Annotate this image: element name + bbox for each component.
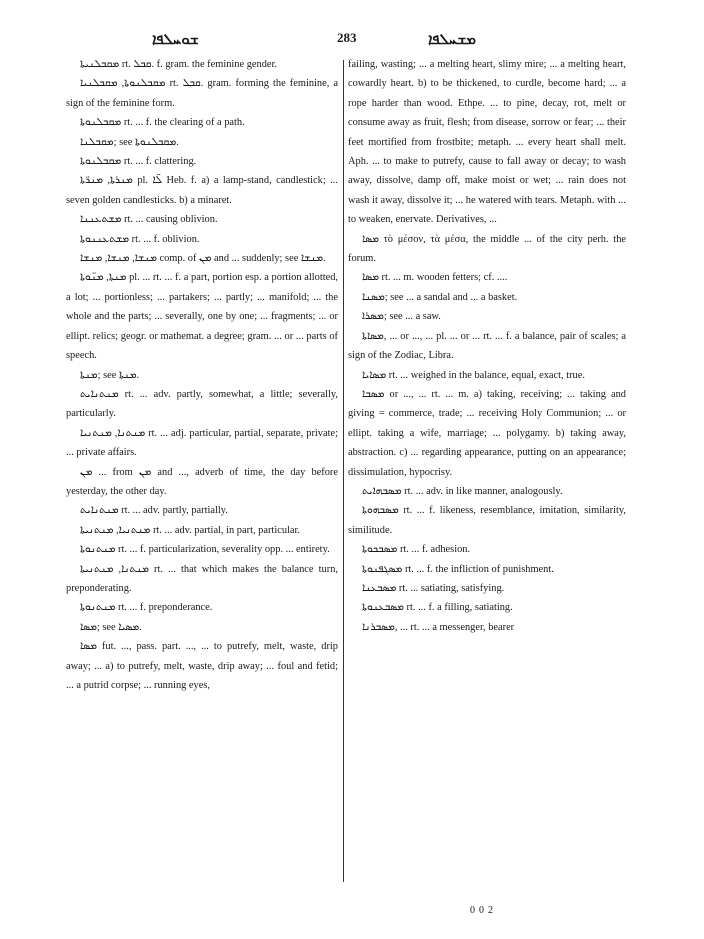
right-column [348,55,626,897]
dictionary-entry: ܡܣܢܐ; see ... a sandal and ... a basket. [362,291,518,303]
dictionary-entry: ܡܫܬܥܢܢܐ rt. ... causing oblivion. [80,214,218,226]
dictionary-entry: ܡܢܬܢܐܝܬ rt. ... adv. partly, partially. [80,505,228,517]
dictionary-entry: ܡܣܒܐ or ..., ... rt. ... m. a) taking, receiving; ... taking and giving = commerce, trade; ... receiving Holy Communion; ... or ellipt. taking a wife, marriage; ... polygamy. b) taking away, abstraction. c) ... regarding appearance, putting on an appearance; dissimulation, hypocrisy. [348,388,626,478]
dictionary-entry: ܡܢܬܢܐ, ܡܢܬܢܝܐ rt. ... adj. particular, partial, separate, private; ... private affairs. [66,427,338,459]
dictionary-entry: ܡܩܒܠܢܘܬܐ, ܡܩܒܠܢܝܐ rt. ܩܒܠ. gram. forming the feminine, a sign of the feminine form. [66,78,338,109]
dictionary-entry: ܡܣܐ τὸ μέσον, τὰ μέσα, the middle ... of the city perh. the forum. [348,233,626,265]
dictionary-entry: ܡܢܪܬܐ, ܡܢܪ̈ܬܐ pl. ܠ̈ܐ Heb. f. a) a lamp-stand, candlestick; ... seven golden candlesticks. b) a minaret. [66,175,338,206]
running-header-right: ܡܫܚܠܦܐ [428,30,477,48]
dictionary-entry: ܡܩܒܠܢܘܬܐ rt. ... f. clattering. [80,156,197,168]
dictionary-entry: ܡܢܬܢܐܝܬ rt. ... adv. partly, somewhat, a little; severally, particularly. [66,388,338,420]
dictionary-entry: ܡܣܐܬܐ, ... or ..., ... pl. ... or ... rt. ... f. a balance, pair of scales; a sign of the Zodiac, Libra. [348,330,626,362]
dictionary-entry: ܡܢܬܢܐ, ܡܢܬܢܝܬܐ rt. ... that which makes the balance turn, preponderating. [66,563,338,594]
column-divider [343,60,344,882]
dictionary-entry: ܡܣܪܐ; see ... a saw. [362,311,441,323]
dictionary-entry: ܡܩܒܠܢܝܬܐ rt. ܩܒܠ. f. gram. the feminine gender. [80,59,277,70]
dictionary-entry: ܡܢܬܐ, ܡܢ̈ܘܬܐ pl. ... rt. ... f. a part, portion esp. a portion allotted, a lot; ... portionless; ... partakers; ... partly; ... manifold; ... the whole and the parts; ... severally, one by one; ... fragments; ... or ellipt. relics; geogr. or mathemat. a degree; gram. ... or ... parts of speech. [66,272,338,362]
dictionary-entry: ܡܢܫܐ, ܡܢܫܐ, ܡܢܫܐ comp. of ܡܢ and ... suddenly; see ܡܢܫܐ. [80,253,326,265]
running-header-left: ܫܘܚܠܦܐ [152,30,199,48]
left-column [66,55,338,897]
page-number: 283 [337,30,357,45]
dictionary-entry: ܡܣܒܟܘܬܐ rt. ... f. adhesion. [362,544,471,556]
dictionary-entry: ܡܣܐ; see ܡܣܝܐ. [80,621,142,633]
dictionary-entry: ܡܫܬܥܢܢܘܬܐ rt. ... f. oblivion. [80,233,200,245]
signature-mark: 002 [470,905,497,916]
dictionary-entry: ܡܣܒܥܢܐ rt. ... satiating, satisfying. [362,582,505,594]
dictionary-entry: ܡܩܒܠܢܘܬܐ rt. ... f. the clearing of a path. [80,117,245,129]
dictionary-entry-continuation: failing, wasting; ... a melting heart, slimy mire; ... a melting heart, cowardly heart. b) to be thickened, to curdle, become hard; ... a rope harder than wood. Ethpe. ... to pine, decay, rot, melt or consume away as fruit, flesh; from disease, sorrow or fear; ... their feet mortified from frostbite; metaph. ... every heart shall melt. Aph. ... to make to putrefy, cause to fall away or decay; to wash away, dissolve, damp off, make moist or wet; ... rain does not wash it away, dissolve it; ... he watered with tears. Metaph. with ... to weaken, enervate. Derivatives, ... [348,59,626,226]
dictionary-entry: ܡܢܬܢܘܬܐ rt. ... f. particularization, severality opp. ... entirety. [80,544,330,556]
dictionary-entry: ܡܣܐܝܐ rt. ... weighed in the balance, equal, exact, true. [362,369,585,381]
dictionary-entry: ܡܢܬܐ; see ܡܢܬܐ. [80,369,140,381]
dictionary-entry: ܡܢܬܢܘܬܐ rt. ... f. preponderance. [80,602,213,614]
dictionary-entry: ܡܣܓܦܢܘܬܐ rt. ... f. the infliction of punishment. [362,563,554,575]
dictionary-entry: ܡܣܒܪܢܐ, ... rt. ... a messenger, bearer [362,621,515,633]
dictionary-entry: ܡܣܒܗܐܝܬ rt. ... adv. in like manner, analogously. [362,485,563,497]
dictionary-entry: ܡܣܐ rt. ... m. wooden fetters; cf. .... [362,272,508,284]
dictionary-entry: ܡܩܒܠܢܐ; see ܡܩܒܠܢܘܬܐ. [80,136,179,148]
dictionary-entry: ܡܢܬܢܝܐ, ܡܢܬܢܝܬܐ rt. ... adv. partial, in part, particular. [80,524,300,536]
dictionary-entry: ܡܣܒܗܘܬܐ rt. ... f. likeness, resemblance, imitation, similarity, similitude. [348,505,626,536]
dictionary-entry: ܡܣܒܥܢܘܬܐ rt. ... f. a filling, satiating. [362,602,513,614]
dictionary-entry: ܡܢ ... from ܡܢ and ..., adverb of time, the day before yesterday, the other day. [66,466,338,497]
dictionary-entry: ܡܣܐ fut. ..., pass. part. ..., ... to putrefy, melt, waste, drip away; ... a) to putrefy, melt, waste, drip away; ... foul and fetid; ... a putrid corpse; ... running eyes, [66,641,338,691]
